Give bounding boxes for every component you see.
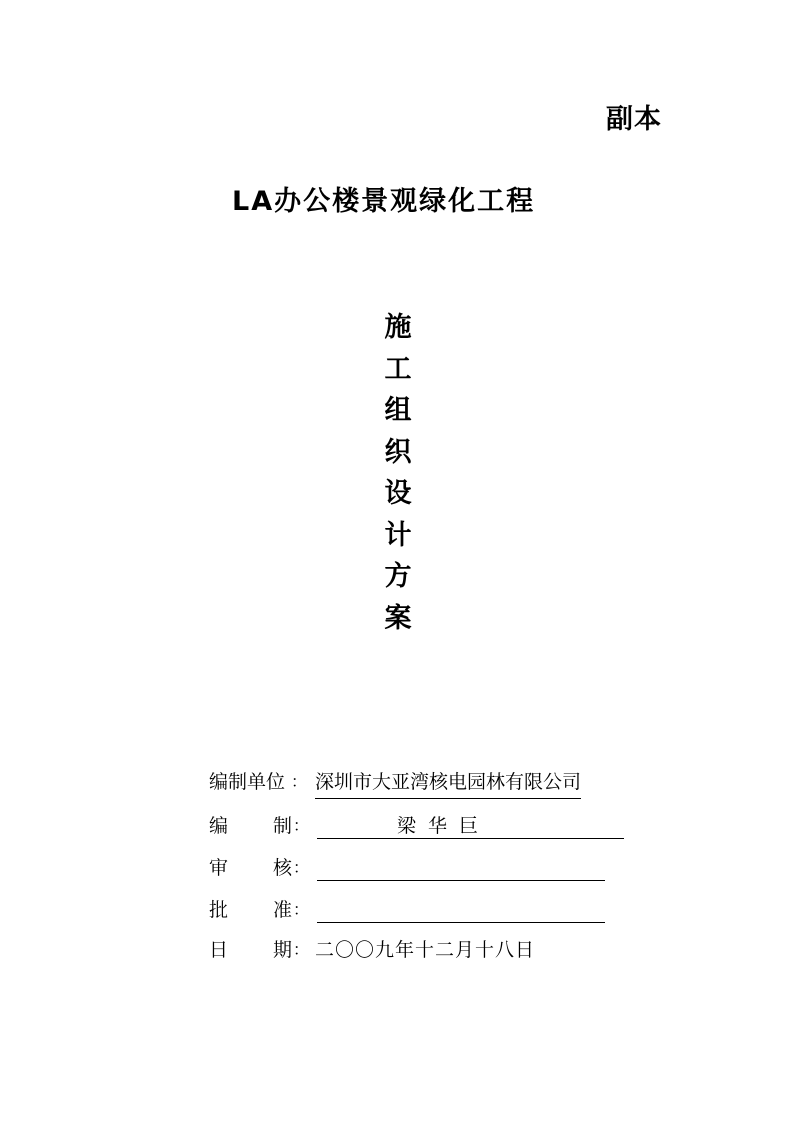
approver-label-char: 准 [273,899,293,921]
document-title-char: 组 [384,395,412,426]
copy-mark: 副本 [606,104,662,135]
compiling-unit-value: 深圳市大亚湾核电园林有限公司 [315,767,581,799]
project-title: LA办公楼景观绿化工程 [232,186,536,217]
document-title-char: 案 [384,602,412,634]
compiling-unit-label: 编制单位 [209,771,286,793]
document-title-char: 织 [384,436,412,468]
document-title-char: 计 [384,519,412,551]
editor-label-char: 制 [273,815,293,837]
document-title-char: 施 [384,312,412,343]
colon: ： [293,816,310,835]
reviewer-label-char: 核 [273,857,293,879]
colon: ： [293,900,310,919]
date-label-char: 日 [209,939,229,961]
colon: ： [293,940,310,959]
colon: ： [293,858,310,877]
editor-label-char: 编 [209,815,229,837]
reviewer-underline [317,880,605,881]
document-title [378,307,418,639]
date-value: 二〇〇九年十二月十八日 [315,939,536,961]
colon: ： [291,772,308,791]
reviewer-label-char: 审 [209,857,229,879]
document-title-char: 设 [384,478,412,509]
document-title-char: 工 [384,353,412,385]
approver-label-char: 批 [209,899,229,921]
document-title-char: 方 [384,561,412,592]
approver-underline [317,922,605,923]
editor-value: 梁华巨 [397,815,491,837]
date-label-char: 期 [273,939,293,961]
